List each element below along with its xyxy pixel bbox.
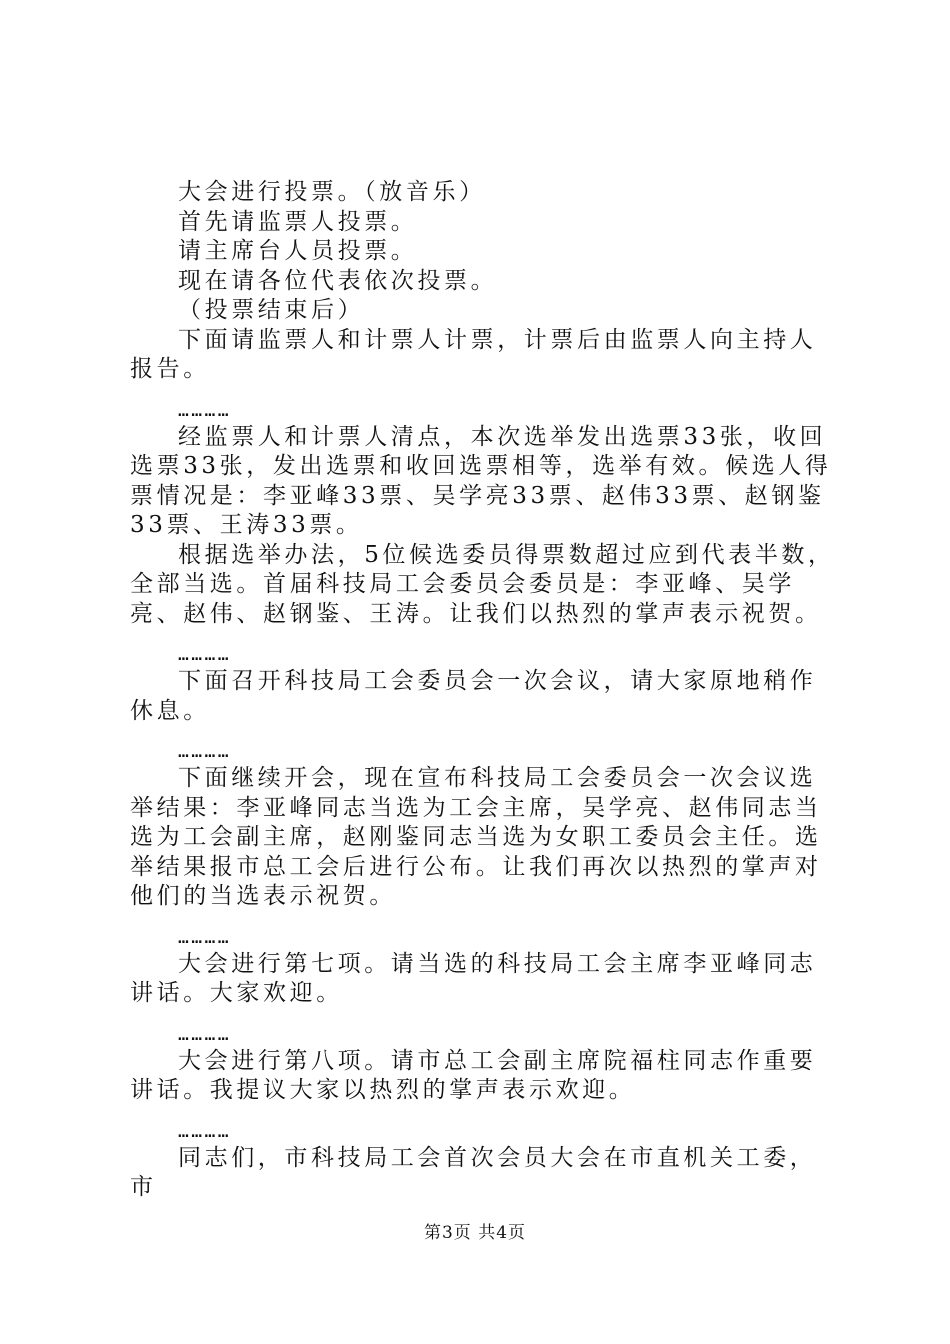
ellipsis-separator: ………… [178,1120,231,1142]
document-body [130,178,835,1203]
text-line: 请主席台人员投票。 [178,238,418,264]
paragraph: 大会进行第八项。请市总工会副主席院福柱同志作重要讲话。我提议大家以热烈的掌声表示欢迎。 [130,1047,817,1103]
ellipsis-separator: ………… [178,644,231,665]
paragraph: 大会进行第七项。请当选的科技局工会主席李亚峰同志讲话。大家欢迎。 [130,950,817,1006]
paragraph: 下面请监票人和计票人计票，计票后由监票人向主持人报告。 [130,326,817,382]
ellipsis-separator: ………… [178,926,231,948]
ellipsis-separator: ………… [178,741,231,762]
text-line: （投票结束后） [178,297,365,323]
text-line: 现在请各位代表依次投票。 [178,267,498,294]
ellipsis-separator: ………… [178,399,231,421]
paragraph: 根据选举办法，5位候选委员得票数超过应到代表半数，全部当选。首届科技局工会委员会委员是：李亚峰、吴学亮、赵伟、赵钢鉴、王涛。让我们以热烈的掌声表示祝贺。 [130,541,835,627]
page-number: 第3页 共4页 [423,1223,527,1243]
paragraph: 下面召开科技局工会委员会一次会议，请大家原地稍作休息。 [130,668,817,724]
text-line: 首先请监票人投票。 [178,208,418,235]
ellipsis-separator: ………… [178,1023,231,1045]
paragraph: 同志们，市科技局工会首次会员大会在市直机关工委，市 [130,1144,817,1200]
text-line: 大会进行投票。（放音乐） [178,179,486,205]
paragraph: 经监票人和计票人清点，本次选举发出选票33张，收回选票33张，发出选票和收回选票相等，选举有效。候选人得票情况是：李亚峰33票、吴学亮33票、赵伟33票、赵钢鉴33票、王涛33票。 [130,423,832,538]
paragraph: 下面继续开会，现在宣布科技局工会委员会一次会议选举结果：李亚峰同志当选为工会主席，吴学亮、赵伟同志当选为工会副主席，赵刚鉴同志当选为女职工委员会主任。选举结果报市总工会后进行公布。让我们再次以热烈的掌声对他们的当选表示祝贺。 [130,765,822,909]
